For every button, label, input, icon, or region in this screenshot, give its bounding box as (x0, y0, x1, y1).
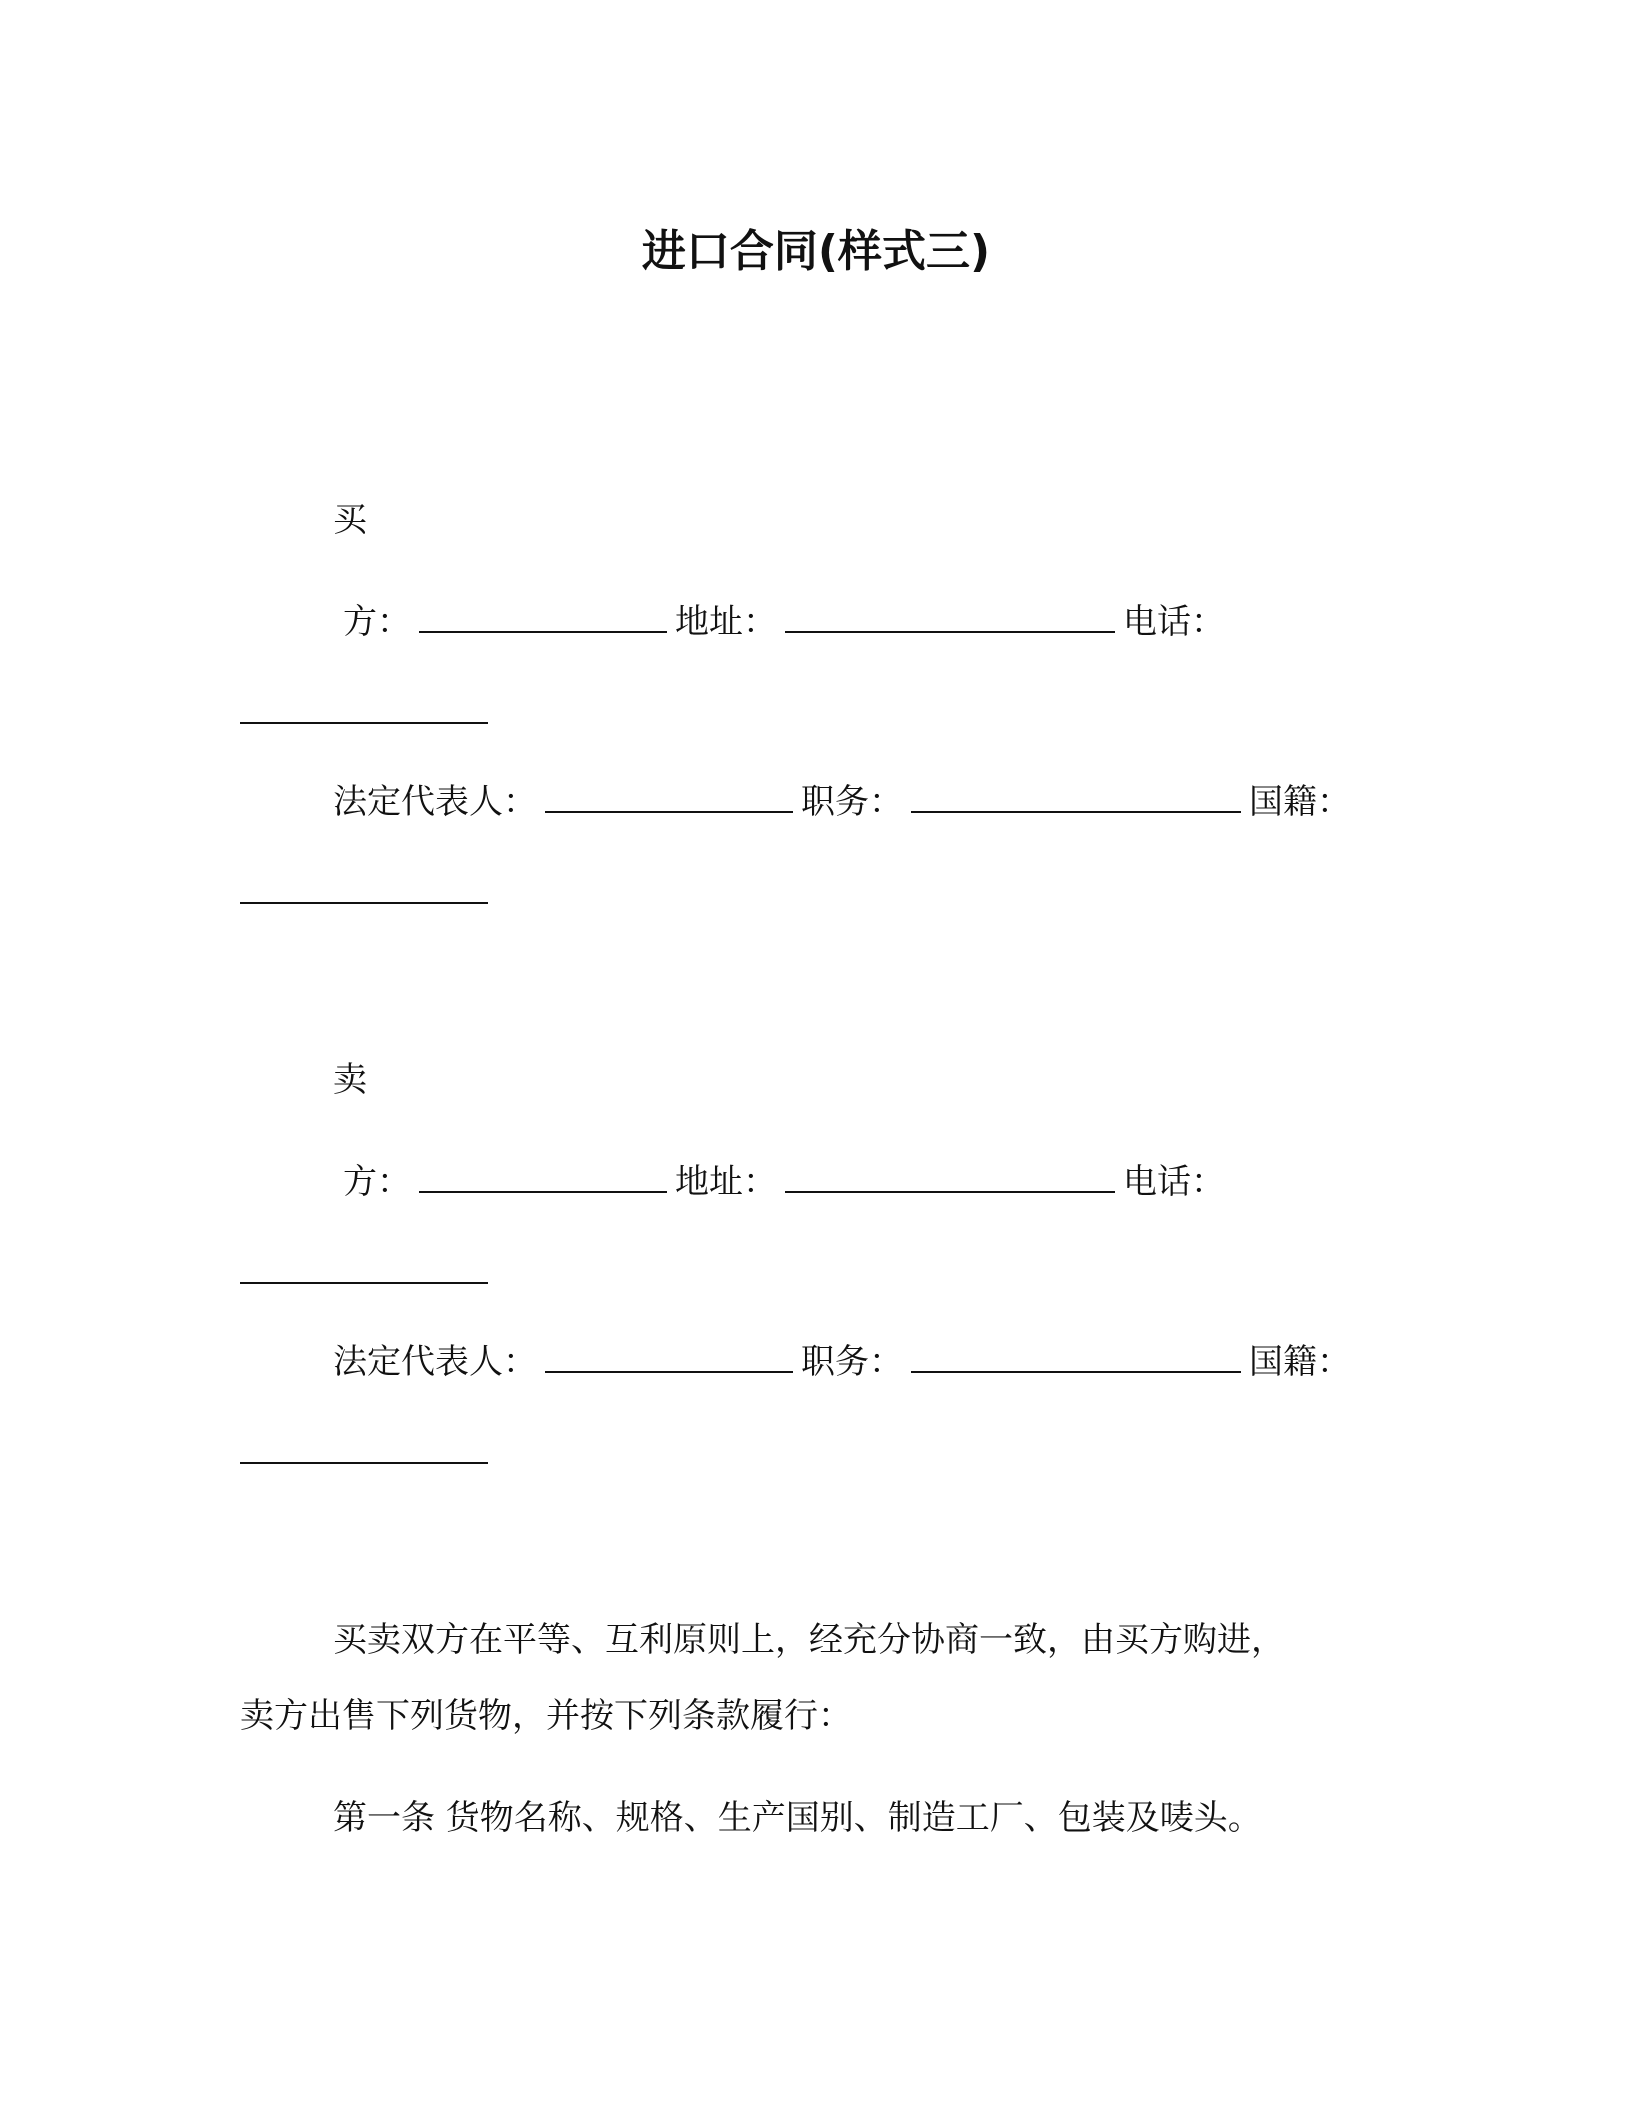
seller-rep-label: 法定代表人： (333, 1342, 537, 1382)
buyer-rep-line (333, 778, 1351, 826)
buyer-nationality-label: 国籍： (1249, 782, 1351, 822)
intro-paragraph-line-2: 卖方出售下列货物，并按下列条款履行： (240, 1696, 852, 1736)
buyer-address-label: 地址： (675, 602, 777, 642)
buyer-position-blank[interactable] (911, 805, 1241, 813)
seller-address-label: 地址： (675, 1162, 777, 1202)
buyer-phone-label: 电话： (1123, 602, 1225, 642)
buyer-party-blank[interactable] (419, 625, 667, 633)
seller-party-label: 方： (343, 1162, 411, 1202)
seller-address-blank[interactable] (785, 1185, 1115, 1193)
seller-phone-blank[interactable] (240, 1282, 488, 1284)
seller-rep-blank[interactable] (545, 1365, 793, 1373)
article-1: 第一条 货物名称、规格、生产国别、制造工厂、包装及唛头。 (333, 1798, 1262, 1838)
buyer-heading: 买 (333, 500, 367, 540)
seller-position-label: 职务： (801, 1342, 903, 1382)
seller-nationality-label: 国籍： (1249, 1342, 1351, 1382)
seller-phone-label: 电话： (1123, 1162, 1225, 1202)
document-title: 进口合同(样式三) (641, 226, 991, 277)
seller-info-line (343, 1158, 1225, 1206)
buyer-party-label: 方： (343, 602, 411, 642)
seller-party-blank[interactable] (419, 1185, 667, 1193)
seller-position-blank[interactable] (911, 1365, 1241, 1373)
buyer-phone-blank[interactable] (240, 722, 488, 724)
buyer-nationality-blank[interactable] (240, 902, 488, 904)
buyer-address-blank[interactable] (785, 625, 1115, 633)
seller-rep-line (333, 1338, 1351, 1386)
seller-heading: 卖 (333, 1060, 367, 1100)
buyer-rep-label: 法定代表人： (333, 782, 537, 822)
buyer-info-line (343, 598, 1225, 646)
intro-paragraph-line-1: 买卖双方在平等、互利原则上，经充分协商一致，由买方购进， (333, 1620, 1285, 1660)
buyer-position-label: 职务： (801, 782, 903, 822)
buyer-rep-blank[interactable] (545, 805, 793, 813)
seller-nationality-blank[interactable] (240, 1462, 488, 1464)
